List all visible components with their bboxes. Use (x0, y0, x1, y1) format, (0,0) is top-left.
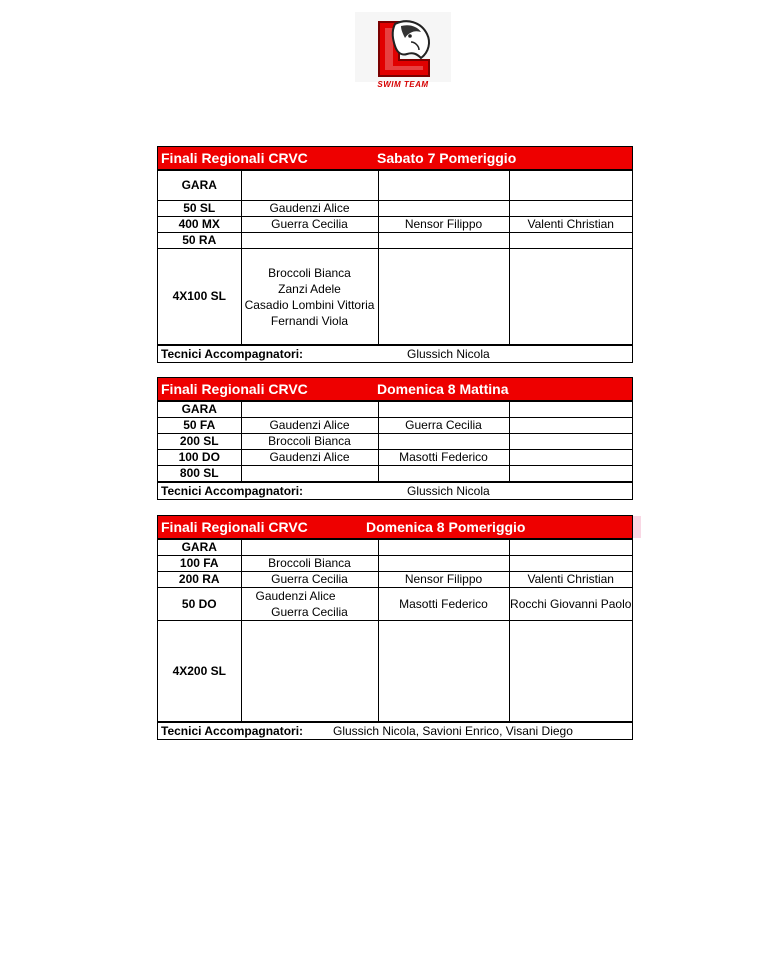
swimmer-cell (241, 466, 378, 482)
swimmer-cell (509, 621, 632, 722)
table-row (158, 572, 632, 588)
event-name: 50 SL (158, 201, 241, 217)
table-row (158, 201, 632, 217)
swimmer-cell (378, 201, 509, 217)
swim-team-logo (355, 12, 451, 94)
empty-cell (509, 540, 632, 556)
empty-cell (241, 402, 378, 418)
swimmer-cell (509, 249, 632, 345)
swimmer-cell: Valenti Christian (509, 217, 632, 233)
table-row (158, 402, 632, 418)
event-name: 400 MX (158, 217, 241, 233)
table-row (158, 621, 632, 722)
empty-cell (378, 540, 509, 556)
empty-cell (241, 540, 378, 556)
empty-cell (241, 171, 378, 201)
table-footer (158, 722, 632, 739)
event-name: 800 SL (158, 466, 241, 482)
event-name: 100 FA (158, 556, 241, 572)
session-title: Domenica 8 Mattina (377, 381, 509, 397)
coaches-label: Tecnici Accompagnatori: (161, 347, 304, 361)
swimmer-cell (378, 621, 509, 722)
session-table-domenica-mattina (157, 377, 633, 500)
swimmer-cell (378, 466, 509, 482)
table-footer (158, 482, 632, 499)
coaches-label: Tecnici Accompagnatori: (161, 724, 304, 738)
gara-header: GARA (158, 171, 241, 201)
event-name: 200 SL (158, 434, 241, 450)
swimmer-cell: Gaudenzi Alice (241, 418, 378, 434)
logo-text: SWIM TEAM (377, 80, 429, 89)
swimmer-cell (509, 418, 632, 434)
table-row (158, 466, 632, 482)
table-header (158, 378, 632, 401)
swimmer-cell: Gaudenzi Alice (241, 201, 378, 217)
swimmer-cell: Broccoli Bianca (241, 434, 378, 450)
event-name: 200 RA (158, 572, 241, 588)
table-row (158, 233, 632, 249)
swimmer-name: Casadio Lombini Vittoria (244, 297, 375, 312)
table-row (158, 556, 632, 572)
events-table (158, 401, 632, 482)
table-header (158, 516, 632, 539)
gara-header: GARA (158, 402, 241, 418)
swimmer-cell: Masotti Federico (378, 450, 509, 466)
swimmer-cell (378, 249, 509, 345)
table-row (158, 418, 632, 434)
events-table (158, 539, 632, 722)
session-title: Domenica 8 Pomeriggio (366, 519, 526, 535)
session-table-domenica-pomeriggio (157, 515, 633, 740)
coaches-value: Glussich Nicola (407, 484, 490, 498)
swimmer-cell (509, 450, 632, 466)
swimmer-cell: Gaudenzi Alice (241, 450, 378, 466)
swimmers-cell (241, 588, 378, 621)
swimmer-cell (509, 233, 632, 249)
swimmer-cell: Nensor Filippo (378, 217, 509, 233)
swimmer-name: Gaudenzi Alice (255, 589, 336, 603)
swimmer-cell: Rocchi Giovanni Paolo (509, 588, 632, 621)
table-row (158, 434, 632, 450)
relay-swimmers-cell (241, 249, 378, 345)
empty-cell (378, 402, 509, 418)
empty-cell (509, 402, 632, 418)
swimmer-name: Broccoli Bianca (268, 265, 351, 280)
events-table (158, 170, 632, 345)
coaches-value: Glussich Nicola, Savioni Enrico, Visani Diego (333, 724, 573, 738)
session-title: Sabato 7 Pomeriggio (377, 150, 517, 166)
table-row (158, 588, 632, 621)
swimmer-cell: Masotti Federico (378, 588, 509, 621)
table-row (158, 540, 632, 556)
session-table-sabato-pomeriggio (157, 146, 633, 363)
competition-title: Finali Regionali CRVC (161, 519, 308, 535)
event-name: 4X100 SL (158, 249, 241, 345)
swimmer-cell: Valenti Christian (509, 572, 632, 588)
empty-cell (509, 171, 632, 201)
event-name: 4X200 SL (158, 621, 241, 722)
swimmer-cell (378, 556, 509, 572)
swimmer-cell (241, 233, 378, 249)
event-name: 50 DO (158, 588, 241, 621)
competition-title: Finali Regionali CRVC (161, 150, 308, 166)
table-row (158, 171, 632, 201)
swimmer-cell: Broccoli Bianca (241, 556, 378, 572)
horse-logo-icon (355, 12, 451, 82)
swimmer-cell (509, 201, 632, 217)
coaches-value: Glussich Nicola (407, 347, 490, 361)
swimmer-name: Fernandi Viola (270, 313, 349, 328)
swimmer-cell (509, 466, 632, 482)
table-row (158, 217, 632, 233)
gara-header: GARA (158, 540, 241, 556)
swimmer-cell: Guerra Cecilia (378, 418, 509, 434)
swimmer-cell (509, 434, 632, 450)
swimmer-cell (378, 233, 509, 249)
event-name: 100 DO (158, 450, 241, 466)
event-name: 50 FA (158, 418, 241, 434)
table-header (158, 147, 632, 170)
swimmer-cell (378, 434, 509, 450)
swimmer-name: Zanzi Adele (278, 281, 341, 296)
swimmer-cell: Guerra Cecilia (241, 572, 378, 588)
swimmer-cell: Guerra Cecilia (241, 217, 378, 233)
swimmer-cell (509, 556, 632, 572)
swimmer-cell (241, 621, 378, 722)
table-footer (158, 345, 632, 362)
swimmer-name: Guerra Cecilia (271, 605, 348, 619)
table-row (158, 450, 632, 466)
event-name: 50 RA (158, 233, 241, 249)
competition-title: Finali Regionali CRVC (161, 381, 308, 397)
table-row (158, 249, 632, 345)
swimmer-cell: Nensor Filippo (378, 572, 509, 588)
coaches-label: Tecnici Accompagnatori: (161, 484, 304, 498)
empty-cell (378, 171, 509, 201)
